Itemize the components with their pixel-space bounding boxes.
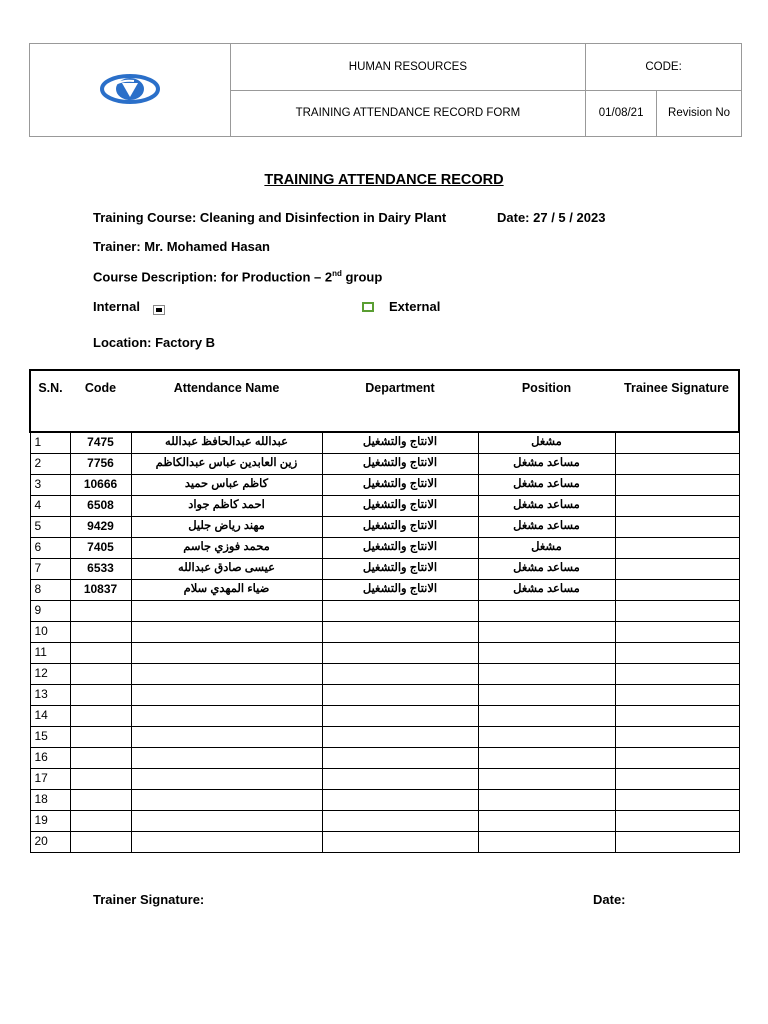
- cell-dept: [322, 685, 478, 706]
- cell-name: [131, 727, 322, 748]
- table-row: [30, 475, 739, 496]
- cell-sn: 6: [30, 538, 70, 559]
- date-line: [497, 210, 605, 225]
- cell-name: [131, 790, 322, 811]
- cell-code: 7405: [70, 538, 131, 559]
- cell-dept: الانتاج والتشغيل: [322, 517, 478, 538]
- course-value: Cleaning and Disinfection in Dairy Plant: [199, 210, 447, 225]
- cell-signature[interactable]: [615, 748, 739, 769]
- cell-sn: 4: [30, 496, 70, 517]
- cell-name: مهند رياض جليل: [131, 517, 322, 538]
- cell-pos: مساعد مشغل: [478, 496, 615, 517]
- training-course-line: [93, 210, 446, 225]
- cell-name: [131, 601, 322, 622]
- cell-signature[interactable]: [615, 727, 739, 748]
- cell-signature[interactable]: [615, 538, 739, 559]
- cell-signature[interactable]: [615, 790, 739, 811]
- cell-sn: 20: [30, 832, 70, 853]
- trainer-line: Trainer: Mr. Mohamed Hasan: [93, 239, 270, 254]
- cell-pos: [478, 622, 615, 643]
- cell-code: 6533: [70, 559, 131, 580]
- cell-dept: [322, 664, 478, 685]
- cell-dept: [322, 769, 478, 790]
- cell-signature[interactable]: [615, 601, 739, 622]
- table-row: [30, 727, 739, 748]
- cell-pos: مساعد مشغل: [478, 454, 615, 475]
- revision-cell: Revision No: [657, 90, 742, 137]
- cell-code: 6508: [70, 496, 131, 517]
- cell-sn: 13: [30, 685, 70, 706]
- cell-name: [131, 664, 322, 685]
- cell-pos: [478, 748, 615, 769]
- cell-dept: الانتاج والتشغيل: [322, 580, 478, 601]
- table-row: [30, 664, 739, 685]
- cell-signature[interactable]: [615, 769, 739, 790]
- cell-pos: مساعد مشغل: [478, 559, 615, 580]
- cell-signature[interactable]: [615, 811, 739, 832]
- course-description-line: [93, 269, 382, 284]
- cell-dept: [322, 727, 478, 748]
- cell-code: 7756: [70, 454, 131, 475]
- table-row: [30, 559, 739, 580]
- header-signature: Trainee Signature: [615, 370, 739, 432]
- company-logo-cell: [30, 44, 231, 137]
- external-checkbox[interactable]: [362, 302, 374, 312]
- cell-code: [70, 664, 131, 685]
- cell-pos: [478, 832, 615, 853]
- cell-name: زين العابدين عباس عبدالكاظم: [131, 454, 322, 475]
- cell-sn: 12: [30, 664, 70, 685]
- cell-pos: مساعد مشغل: [478, 475, 615, 496]
- table-row: [30, 496, 739, 517]
- table-row: [30, 454, 739, 475]
- cell-code: 10666: [70, 475, 131, 496]
- cell-code: [70, 643, 131, 664]
- attendance-table: [29, 369, 740, 853]
- cell-signature[interactable]: [615, 622, 739, 643]
- cell-pos: مساعد مشغل: [478, 580, 615, 601]
- cell-name: [131, 706, 322, 727]
- cell-dept: [322, 622, 478, 643]
- internal-label: Internal: [93, 299, 140, 314]
- cell-name: محمد فوزي جاسم: [131, 538, 322, 559]
- table-row: [30, 832, 739, 853]
- cell-code: [70, 685, 131, 706]
- cell-sn: 8: [30, 580, 70, 601]
- cell-sn: 17: [30, 769, 70, 790]
- cell-pos: [478, 727, 615, 748]
- cell-signature[interactable]: [615, 475, 739, 496]
- internal-checkbox-mark: [156, 308, 162, 312]
- cell-signature[interactable]: [615, 559, 739, 580]
- cell-pos: [478, 811, 615, 832]
- cell-sn: 7: [30, 559, 70, 580]
- cell-name: [131, 769, 322, 790]
- cell-name: كاظم عباس حميد: [131, 475, 322, 496]
- cell-code: [70, 601, 131, 622]
- cell-name: [131, 811, 322, 832]
- header-department: Department: [322, 370, 478, 432]
- cell-signature[interactable]: [615, 685, 739, 706]
- table-row: [30, 538, 739, 559]
- cell-dept: الانتاج والتشغيل: [322, 559, 478, 580]
- table-row: [30, 601, 739, 622]
- table-row: [30, 790, 739, 811]
- trainer-signature-label: Trainer Signature:: [93, 892, 205, 907]
- cell-code: [70, 790, 131, 811]
- cell-name: [131, 685, 322, 706]
- cell-code: [70, 748, 131, 769]
- cell-name: عيسى صادق عبدالله: [131, 559, 322, 580]
- cell-sn: 18: [30, 790, 70, 811]
- cell-pos: [478, 790, 615, 811]
- header-name: Attendance Name: [131, 370, 322, 432]
- date-label: Date:: [497, 210, 530, 225]
- table-row: [30, 769, 739, 790]
- table-row: [30, 685, 739, 706]
- cell-code: 9429: [70, 517, 131, 538]
- cell-code: [70, 832, 131, 853]
- cell-signature[interactable]: [615, 454, 739, 475]
- cell-dept: [322, 706, 478, 727]
- cell-dept: [322, 832, 478, 853]
- table-row: [30, 811, 739, 832]
- cell-dept: الانتاج والتشغيل: [322, 454, 478, 475]
- cell-dept: الانتاج والتشغيل: [322, 538, 478, 559]
- cell-pos: [478, 601, 615, 622]
- cell-sn: 16: [30, 748, 70, 769]
- cell-pos: [478, 664, 615, 685]
- footer-date-label: Date:: [593, 892, 626, 907]
- cell-pos: مشغل: [478, 538, 615, 559]
- cell-signature[interactable]: [615, 664, 739, 685]
- cell-sn: 19: [30, 811, 70, 832]
- cell-code: [70, 769, 131, 790]
- cell-signature[interactable]: [615, 432, 739, 454]
- cell-sn: 3: [30, 475, 70, 496]
- form-date-cell: 01/08/21: [586, 90, 657, 137]
- cell-pos: [478, 685, 615, 706]
- cell-sn: 11: [30, 643, 70, 664]
- header-position: Position: [478, 370, 615, 432]
- cell-dept: [322, 748, 478, 769]
- cell-pos: [478, 643, 615, 664]
- cell-sn: 15: [30, 727, 70, 748]
- cell-code: [70, 706, 131, 727]
- table-row: [30, 580, 739, 601]
- cell-code: 7475: [70, 432, 131, 454]
- cell-sn: 5: [30, 517, 70, 538]
- cell-signature[interactable]: [615, 580, 739, 601]
- cell-sn: 1: [30, 432, 70, 454]
- form-header: [29, 43, 742, 137]
- table-row: [30, 643, 739, 664]
- form-title-cell: TRAINING ATTENDANCE RECORD FORM: [230, 90, 585, 137]
- table-row: [30, 517, 739, 538]
- table-row: [30, 706, 739, 727]
- desc-sup: nd: [332, 269, 342, 278]
- cell-dept: الانتاج والتشغيل: [322, 432, 478, 454]
- cell-signature[interactable]: [615, 517, 739, 538]
- table-body: [30, 432, 739, 853]
- cell-signature[interactable]: [615, 643, 739, 664]
- cell-sn: 10: [30, 622, 70, 643]
- company-logo: [100, 73, 160, 105]
- location-line: Location: Factory B: [93, 335, 216, 350]
- desc-prefix: Course Description: for Production – 2: [93, 269, 333, 285]
- cell-name: [131, 748, 322, 769]
- cell-dept: [322, 601, 478, 622]
- cell-name: احمد كاظم جواد: [131, 496, 322, 517]
- cell-signature[interactable]: [615, 496, 739, 517]
- cell-signature[interactable]: [615, 832, 739, 853]
- code-cell: CODE:: [586, 44, 742, 91]
- cell-name: [131, 622, 322, 643]
- cell-dept: [322, 811, 478, 832]
- cell-pos: [478, 706, 615, 727]
- cell-name: ضياء المهدي سلام: [131, 580, 322, 601]
- cell-dept: الانتاج والتشغيل: [322, 475, 478, 496]
- cell-pos: مشغل: [478, 432, 615, 454]
- cell-code: [70, 622, 131, 643]
- cell-dept: الانتاج والتشغيل: [322, 496, 478, 517]
- cell-dept: [322, 643, 478, 664]
- internal-checkbox[interactable]: [153, 305, 165, 315]
- cell-code: 10837: [70, 580, 131, 601]
- cell-sn: 2: [30, 454, 70, 475]
- table-header-row: [30, 370, 739, 432]
- cell-pos: [478, 769, 615, 790]
- cell-pos: مساعد مشغل: [478, 517, 615, 538]
- header-sn: S.N.: [30, 370, 70, 432]
- cell-sn: 14: [30, 706, 70, 727]
- cell-signature[interactable]: [615, 706, 739, 727]
- cell-name: [131, 832, 322, 853]
- department-cell: HUMAN RESOURCES: [230, 44, 585, 91]
- cell-code: [70, 727, 131, 748]
- desc-suffix: group: [341, 269, 383, 285]
- external-label: External: [389, 299, 441, 314]
- page-title: TRAINING ATTENDANCE RECORD: [264, 172, 504, 188]
- course-label: Training Course:: [93, 210, 197, 225]
- cell-name: [131, 643, 322, 664]
- cell-sn: 9: [30, 601, 70, 622]
- date-value: 27 / 5 / 2023: [533, 210, 606, 225]
- cell-dept: [322, 790, 478, 811]
- header-code: Code: [70, 370, 131, 432]
- table-row: [30, 748, 739, 769]
- cell-name: عبدالله عبدالحافظ عبدالله: [131, 432, 322, 454]
- table-row: [30, 432, 739, 454]
- table-row: [30, 622, 739, 643]
- cell-code: [70, 811, 131, 832]
